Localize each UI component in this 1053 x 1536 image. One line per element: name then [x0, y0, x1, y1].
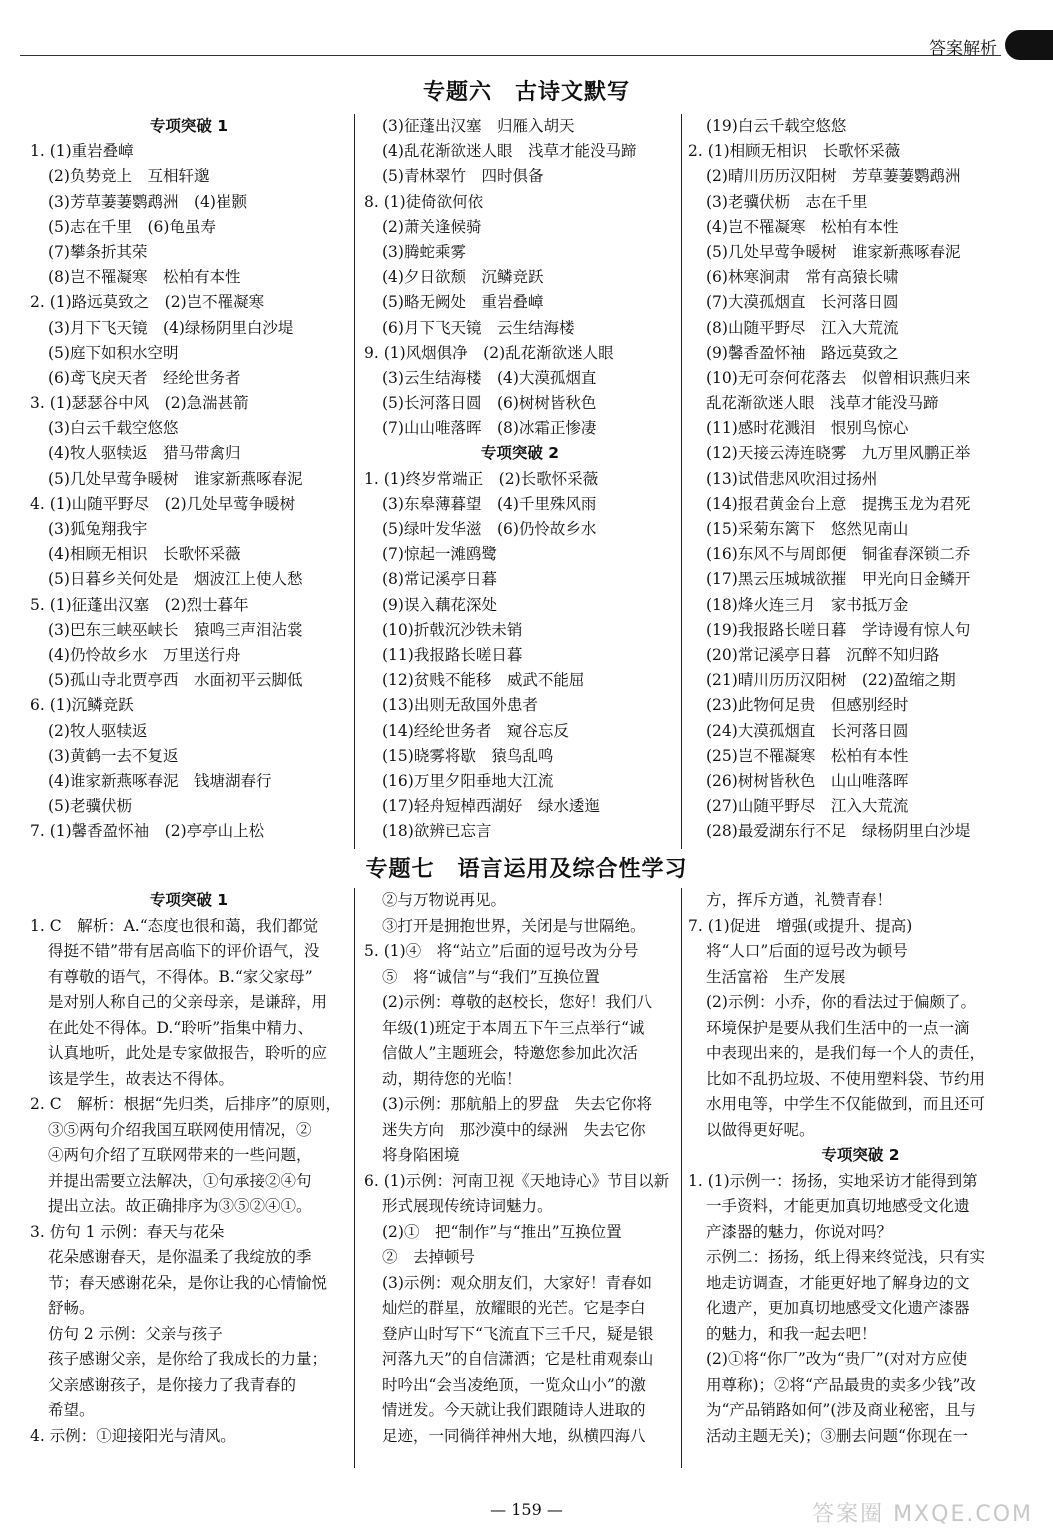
answer-line: 用尊称)；②将“产品最贵的卖多少钱”改	[706, 1375, 976, 1394]
answer-line: (3)征蓬出汉塞 归雁入胡天	[382, 117, 575, 135]
answer-line: (9)馨香盈怀袖 路远莫致之	[706, 343, 899, 362]
answer-line: (14)经纶世务者 窥谷忘反	[382, 721, 569, 740]
section6-column-1	[30, 114, 348, 844]
answer-line: 1. (1)重岩叠嶂	[30, 142, 134, 161]
answer-line: (23)此物何足贵 但感别经时	[706, 696, 909, 715]
answer-line: (2)① 把“制作”与“推出”互换位置	[382, 1222, 622, 1241]
answer-line: (5)略无阙处 重岩叠嶂	[382, 293, 544, 312]
answer-line: (4)牧人驱犊返 猎马带禽归	[48, 444, 241, 463]
answer-line: (7)惊起一滩鸥鹭	[382, 545, 497, 564]
answer-line: (2)萧关逢候骑	[382, 217, 482, 236]
answer-line: 水用电等，中学生不仅能做到，而且还可	[706, 1095, 986, 1113]
answer-line: (27)山随平野尽 江入大荒流	[706, 797, 909, 816]
answer-line: 时吟出“会当凌绝顶，一览众山小”的激	[382, 1375, 646, 1394]
section6-column-2	[364, 114, 676, 844]
answer-line: 有尊敬的语气，不得体。B.“家父家母”	[48, 967, 313, 986]
answer-line: 孩子感谢父亲，是你给了我成长的力量；	[48, 1350, 328, 1368]
answer-line: ④两句介绍了互联网带来的一些问题，	[48, 1146, 312, 1164]
answer-line: (12)天接云涛连晓雾 九万里风鹏正举	[706, 444, 971, 463]
answer-line: ⑤ 将“诚信”与“我们”互换位置	[382, 967, 600, 986]
answer-line: (8)山随平野尽 江入大荒流	[706, 318, 899, 337]
answer-line: 将身陷困境	[382, 1146, 460, 1164]
answer-line: (21)晴川历历汉阳树 (22)盈缩之期	[706, 671, 956, 690]
answer-line: (2)①将“你厂”改为“贵厂”(对对方应使	[706, 1350, 968, 1368]
answer-line: 2. C 解析：根据“先归类，后排序”的原则，	[30, 1095, 341, 1113]
answer-line: (16)万里夕阳垂地大江流	[382, 771, 554, 790]
answer-line: (7)攀条折其荣	[48, 242, 148, 261]
answer-line: (18)烽火连三月 家书抵万金	[706, 595, 909, 614]
answer-line: 7. (1)馨香盈怀袖 (2)亭亭山上松	[30, 822, 265, 841]
answer-line: (4)谁家新燕啄春泥 钱塘湖春行	[48, 771, 272, 790]
answer-line: (3)示例：观众朋友们，大家好！青春如	[382, 1273, 652, 1292]
answer-line: 乱花渐欲迷人眼 浅草才能没马蹄	[706, 394, 939, 413]
answer-line: 在此处不得体。D.“聆听”指集中精力、	[48, 1018, 314, 1037]
answer-line: 节；春天感谢花朵，是你让我的心情愉悦	[48, 1273, 328, 1292]
subsection-heading: 专项突破 1	[149, 891, 229, 909]
answer-line: (3)东皋薄暮望 (4)千里殊风雨	[382, 494, 597, 513]
answer-line: (17)黑云压城城欲摧 甲光向日金鳞开	[706, 570, 971, 589]
answer-line: (3)腾蛇乘雾	[382, 242, 466, 261]
answer-line: 迷失方向 那沙漠中的绿洲 失去它你	[382, 1120, 646, 1139]
answer-line: ③⑤两句介绍我国互联网使用情况，②	[48, 1120, 312, 1139]
column-divider	[681, 888, 682, 1468]
answer-line: (5)长河落日圆 (6)树树皆秋色	[382, 394, 597, 413]
answer-line: (19)我报路长嗟日暮 学诗谩有惊人句	[706, 620, 971, 639]
answer-line: 希望。	[48, 1401, 95, 1419]
answer-line: ③打开是拥抱世界，关闭是与世隔绝。	[382, 916, 646, 935]
answer-line: 生活富裕 生产发展	[706, 967, 846, 986]
section6-column-3	[688, 114, 1033, 844]
answer-line: (5)绿叶发华滋 (6)仍怜故乡水	[382, 520, 597, 538]
answer-line: (28)最爱湖东行不足 绿杨阴里白沙堤	[706, 822, 971, 841]
answer-line: (4)仍怜故乡水 万里送行舟	[48, 645, 241, 664]
section7-column-3	[688, 888, 1033, 1449]
answer-line: 是对别人称自己的父亲母亲，是谦辞，用	[48, 993, 328, 1011]
answer-line: (3)示例：那航船上的罗盘 失去它你将	[382, 1095, 652, 1113]
section7-column-1	[30, 888, 348, 1449]
answer-line: (26)树树皆秋色 山山唯落晖	[706, 771, 909, 790]
answer-line: (10)折戟沉沙铁未销	[382, 620, 523, 639]
answer-line: 以做得更好呢。	[706, 1120, 815, 1139]
answer-line: 认真地听，此处是专家做报告，聆听的应	[48, 1044, 328, 1062]
answer-line: 比如不乱扔垃圾、不使用塑料袋、节约用	[706, 1069, 986, 1088]
answer-line: (4)乱花渐欲迷人眼 浅草才能没马蹄	[382, 142, 637, 161]
subsection-heading: 专项突破 2	[821, 1146, 900, 1164]
answer-line: 河落九天”的自信潇洒；它是杜甫观泰山	[382, 1350, 654, 1368]
header-label: 答案解析	[929, 39, 997, 59]
answer-line: 4. 示例：①迎接阳光与清风。	[30, 1426, 236, 1445]
answer-line: (3)芳草萋萋鹦鹉洲 (4)崔颢	[48, 192, 247, 211]
answer-line: 8. (1)徒倚欲何依	[364, 192, 484, 211]
answer-line: (5)志在千里 (6)龟虽寿	[48, 217, 216, 236]
answer-line: 2. (1)相顾无相识 长歌怀采薇	[688, 142, 901, 161]
answer-line: 3. (1)瑟瑟谷中风 (2)急湍甚箭	[30, 394, 249, 413]
answer-line: 2. (1)路远莫致之 (2)岂不罹凝寒	[30, 293, 265, 312]
answer-line: (6)月下飞天镜 云生结海楼	[382, 318, 575, 337]
answer-line: (16)东风不与周郎便 铜雀春深锁二乔	[706, 545, 971, 564]
answer-line: 灿烂的群星，放耀眼的光芒。它是李白	[382, 1299, 646, 1317]
answer-line: 地走访调查，才能更好地了解身边的文	[706, 1273, 970, 1292]
answer-line: (5)几处早莺争暖树 谁家新燕啄春泥	[706, 242, 961, 261]
answer-line: (5)庭下如积水空明	[48, 343, 179, 362]
answer-line: (8)岂不罹凝寒 松柏有本性	[48, 268, 241, 287]
answer-line: (12)贫贱不能移 威武不能屈	[382, 671, 585, 690]
column-divider	[681, 114, 682, 849]
answer-line: 得挺不错”带有居高临下的评价语气，没	[48, 942, 320, 960]
answer-line: (14)报君黄金台上意 提携玉龙为君死	[706, 494, 971, 513]
answer-line: 环境保护是要从我们生活中的一点一滴	[706, 1018, 970, 1037]
answer-line: (20)常记溪亭日暮 沉醉不知归路	[706, 645, 940, 664]
answer-line: (2)示例：小乔，你的看法过于偏颇了。	[706, 993, 976, 1011]
answer-line: (5)日暮乡关何处是 烟波江上使人愁	[48, 570, 303, 589]
answer-line: (15)晓雾将歇 猿鸟乱鸣	[382, 746, 554, 765]
answer-line: (3)月下飞天镜 (4)绿杨阴里白沙堤	[48, 318, 294, 337]
column-divider	[354, 888, 355, 1468]
answer-line: (5)青林翠竹 四时俱备	[382, 167, 544, 186]
answer-line: (2)晴川历历汉阳树 芳草萋萋鹦鹉洲	[706, 167, 961, 186]
answer-line: 父亲感谢孩子，是你接力了我青春的	[48, 1375, 297, 1394]
answer-line: (24)大漠孤烟直 长河落日圆	[706, 721, 909, 740]
subsection-heading: 专项突破 1	[149, 117, 229, 135]
answer-line: (5)老骥伏枥	[48, 797, 132, 816]
section6-title: 专题六 古诗文默写	[422, 80, 630, 105]
answer-line: 化遗产，更加真切地感受文化遗产漆器	[706, 1299, 970, 1317]
answer-line: (3)云生结海楼 (4)大漠孤烟直	[382, 368, 597, 387]
answer-line: 舒畅。	[48, 1299, 95, 1317]
answer-line: (5)孤山寺北贾亭西 水面初平云脚低	[48, 671, 303, 690]
answer-line: 示例二：扬扬，纸上得来终觉浅，只有实	[706, 1248, 986, 1266]
page-number: — 159 —	[490, 1500, 563, 1519]
answer-line: 为“产品销路如何”(涉及商业秘密，且与	[706, 1401, 976, 1419]
answer-line: 5. (1)征蓬出汉塞 (2)烈士暮年	[30, 595, 249, 614]
answer-line: 9. (1)风烟俱净 (2)乱花渐欲迷人眼	[364, 343, 614, 362]
answer-line: (13)试借悲风吹泪过扬州	[706, 469, 878, 488]
answer-line: (9)误入藕花深处	[382, 595, 497, 614]
answer-line: 1. (1)终岁常端正 (2)长歌怀采薇	[364, 469, 599, 488]
answer-line: 该是学生，故表达不得体。	[48, 1069, 235, 1088]
answer-line: ② 去掉顿号	[382, 1248, 476, 1266]
answer-line: 花朵感谢春天，是你温柔了我绽放的季	[48, 1248, 312, 1266]
answer-line: 1. C 解析：A.“态度也很和蔼，我们都觉	[30, 916, 319, 935]
answer-line: (4)夕日欲颓 沉鳞竞跃	[382, 268, 544, 287]
subsection-heading: 专项突破 2	[480, 444, 560, 463]
answer-line: (18)欲辨已忘言	[382, 822, 492, 841]
answer-line: (5)几处早莺争暖树 谁家新燕啄春泥	[48, 469, 303, 488]
header-rule	[20, 55, 1001, 56]
answer-line: (11)感时花溅泪 恨别鸟惊心	[706, 419, 909, 438]
answer-line: (4)岂不罹凝寒 松柏有本性	[706, 217, 899, 236]
answer-line: 7. (1)促进 增强(或提升、提高)	[688, 916, 913, 935]
answer-line: (3)狐兔翔我宇	[48, 520, 148, 538]
section7-title: 专题七 语言运用及综合性学习	[365, 857, 688, 882]
answer-line: 的魅力，和我一起去吧！	[706, 1324, 877, 1343]
answer-line: (3)老骥伏枥 志在千里	[706, 192, 868, 211]
answer-line: 产漆器的魅力，你说对吗？	[706, 1222, 893, 1241]
answer-line: 5. (1)④ 将“站立”后面的逗号改为分号	[364, 942, 639, 960]
answer-line: (6)鸢飞戾天者 经纶世务者	[48, 368, 241, 387]
answer-line: 提出立法。故正确排序为③⑤②④①。	[48, 1197, 312, 1215]
section7-column-2	[364, 888, 676, 1449]
answer-line: (17)轻舟短棹西湖好 绿水逶迤	[382, 797, 600, 816]
answer-line: 1. (1)示例一：扬扬，实地采访才能得到第	[688, 1171, 978, 1190]
answer-line: 登庐山时写下“飞流直下三千尺，疑是银	[382, 1324, 654, 1343]
answer-line: (3)巴东三峡巫峡长 猿鸣三声泪沾裳	[48, 620, 303, 639]
answer-line: 6. (1)示例：河南卫视《天地诗心》节目以新	[364, 1171, 670, 1190]
answer-line: 一手资料，才能更加真切地感受文化遗	[706, 1197, 970, 1215]
answer-line: 动，期待您的光临！	[382, 1069, 522, 1088]
answer-line: 将“人口”后面的逗号改为顿号	[706, 942, 908, 960]
answer-line: 仿句 2 示例：父亲与孩子	[48, 1324, 223, 1343]
answer-line: 6. (1)沉鳞竞跃	[30, 696, 134, 715]
answer-line: 足迹，一同徜徉神州大地，纵横四海八	[382, 1426, 646, 1445]
answer-line: 方，挥斥方遒，礼赞青春！	[706, 891, 893, 909]
answer-line: (2)牧人驱犊返	[48, 721, 148, 740]
answer-line: (19)白云千载空悠悠	[706, 117, 847, 135]
answer-line: (15)采菊东篱下 悠然见南山	[706, 520, 909, 538]
answer-line: (13)出则无敌国外患者	[382, 696, 538, 715]
answer-line: (8)常记溪亭日暮	[382, 570, 497, 589]
answer-line: 并提出需要立法解决，①句承接②④句	[48, 1171, 312, 1190]
answer-line: (10)无可奈何花落去 似曾相识燕归来	[706, 368, 971, 387]
answer-line: 情迸发。今天就让我们跟随诗人进取的	[382, 1401, 646, 1419]
answer-line: (6)林寒涧肃 常有高猿长啸	[706, 268, 899, 287]
answer-line: (3)黄鹤一去不复返	[48, 746, 179, 765]
answer-line: (2)负势竞上 互相轩邈	[48, 167, 210, 186]
answer-line: (2)示例：尊敬的赵校长，您好！我们八	[382, 993, 652, 1011]
answer-line: 信做人”主题班会，特邀您参加此次活	[382, 1044, 638, 1062]
answer-line: (11)我报路长嗟日暮	[382, 645, 523, 664]
page-header	[853, 20, 1053, 59]
answer-line: 活动主题无关)；③删去问题“你现在一	[706, 1426, 968, 1445]
answer-line: 年级(1)班定于本周五下午三点举行“诚	[382, 1018, 645, 1037]
answer-line: 3. 仿句 1 示例：春天与花朵	[30, 1222, 225, 1241]
header-tab	[1005, 30, 1053, 60]
column-divider	[354, 114, 355, 849]
answer-line: 中表现出来的，是我们每一个人的责任，	[706, 1044, 986, 1062]
answer-line: 形式展现传统诗词魅力。	[382, 1197, 553, 1215]
answer-line: 4. (1)山随平野尽 (2)几处早莺争暖树	[30, 494, 296, 513]
answer-line: (4)相顾无相识 长歌怀采薇	[48, 545, 241, 564]
answer-line: (25)岂不罹凝寒 松柏有本性	[706, 746, 909, 765]
watermark: 答案圈 MXQE.COM	[812, 1502, 1033, 1527]
answer-line: (7)大漠孤烟直 长河落日圆	[706, 293, 899, 312]
answer-line: ②与万物说再见。	[382, 891, 507, 909]
answer-line: (3)白云千载空悠悠	[48, 419, 179, 438]
answer-line: (7)山山唯落晖 (8)冰霜正惨凄	[382, 419, 597, 438]
